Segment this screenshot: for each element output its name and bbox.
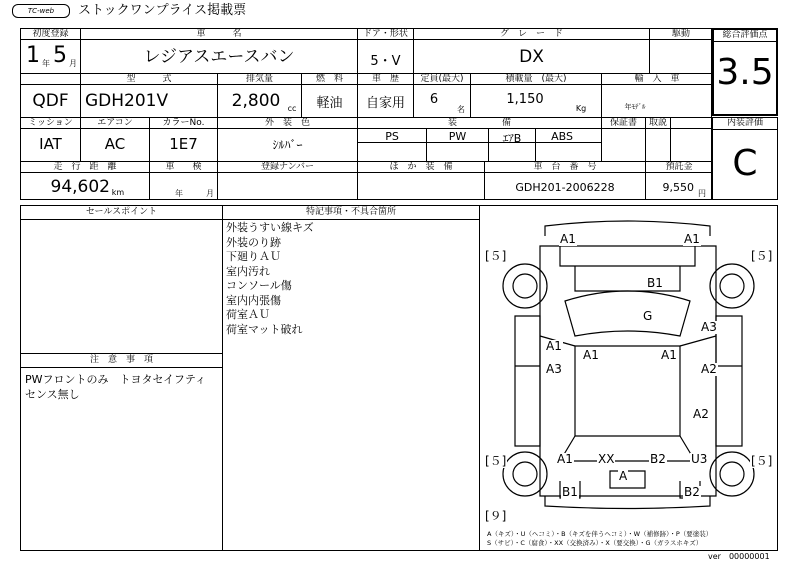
grade-header: グ レ ー ド xyxy=(499,29,563,39)
sales-point-header: セールスポイント xyxy=(85,207,158,217)
year-unit: 年 xyxy=(42,59,50,68)
car-damage-diagram xyxy=(480,206,777,526)
chassis-header: 車 台 番 号 xyxy=(533,162,597,172)
feature-item: 荷室ＡＵ xyxy=(226,308,270,321)
mark-front-bumper-right: A1 xyxy=(684,232,700,246)
car-name: レジアスエースバン xyxy=(143,47,295,67)
warranty-header: 保証書 xyxy=(609,118,637,128)
mark-windshield: G xyxy=(643,309,653,323)
door-type: 5・V xyxy=(370,54,401,69)
mileage: 94,602 xyxy=(50,177,110,197)
inspection-month-unit: 月 xyxy=(206,189,214,198)
mark-rear-bumper-center: A xyxy=(619,469,628,483)
equipment-header: 装 備 xyxy=(447,118,511,128)
other-equipment-header: ほ か 装 備 xyxy=(389,162,453,172)
overall-score-label: 総合評価点 xyxy=(722,30,768,40)
history: 自家用 xyxy=(365,96,405,111)
mark-rear-left: A1 xyxy=(557,452,573,466)
mark-rear-center-right: B2 xyxy=(650,452,666,466)
mark-pillar-left: A1 xyxy=(583,348,599,362)
inspection-year-unit: 年 xyxy=(175,189,183,198)
feature-item: 荷室マット破れ xyxy=(226,322,303,336)
mileage-unit: km xyxy=(111,188,125,197)
mark-front-bumper-left: A1 xyxy=(560,232,576,246)
price-unit: 円 xyxy=(698,189,706,198)
import-header: 輸 入 車 xyxy=(634,74,680,84)
color-no-header: カラーNo. xyxy=(162,118,205,128)
equipment-airbag: ｴｱB xyxy=(502,132,522,145)
aircon: AC xyxy=(104,135,126,153)
first-reg-year: 1 xyxy=(26,43,40,68)
fuel-header: 燃 料 xyxy=(315,74,343,84)
model-header: 型 式 xyxy=(126,74,172,84)
feature-item: 外装のり跡 xyxy=(226,235,281,249)
model: GDH201V xyxy=(85,91,169,111)
car-name-header: 車 名 xyxy=(196,29,242,39)
interior-score: C xyxy=(732,143,758,184)
first-reg-header: 初度登録 xyxy=(32,29,69,39)
feature-item: コンソール傷 xyxy=(226,279,292,292)
displacement-header: 排気量 xyxy=(245,74,273,84)
tire-right-top-label: [５] xyxy=(751,249,773,263)
drive-header: 駆動 xyxy=(671,29,690,39)
mark-rear-bumper-right: B2 xyxy=(684,485,700,499)
load-header: 積載量 (最大) xyxy=(505,74,567,84)
capacity-unit: 名 xyxy=(457,105,465,114)
mark-pillar-right: A1 xyxy=(661,348,677,362)
capacity-header: 定員(最大) xyxy=(420,74,464,84)
feature-item: 外装うすい線キズ xyxy=(226,221,314,234)
mission-header: ミッション xyxy=(28,118,73,128)
equipment-ps: PS xyxy=(385,130,399,143)
legend-line-2: S（サビ）・C（腐食）・XX（交換済み）・X（要交換）・G（ガラスホキズ） xyxy=(487,539,703,547)
mark-rear-door-right: A2 xyxy=(701,362,717,376)
chassis-number: GDH201-2006228 xyxy=(515,181,615,194)
displacement-unit: cc xyxy=(287,104,297,113)
capacity: 6 xyxy=(429,92,439,107)
mark-hood: B1 xyxy=(647,276,663,290)
color-no: 1E7 xyxy=(169,135,198,153)
inspection-header: 車 検 xyxy=(165,162,202,172)
exterior-header: 外 装 色 xyxy=(264,118,310,128)
feature-item: 下廻りＡＵ xyxy=(226,250,281,263)
fuel: 軽油 xyxy=(316,96,343,111)
equipment-abs: ABS xyxy=(551,130,573,143)
first-reg-month: 5 xyxy=(53,43,67,68)
version-label: ver 00000001 xyxy=(708,552,770,561)
aircon-header: エアコン xyxy=(97,118,133,128)
tire-left-top-label: [５] xyxy=(485,249,507,263)
page-title: ストックワンプライス掲載票 xyxy=(78,3,247,18)
mileage-header: 走 行 距 離 xyxy=(53,162,117,172)
feature-item: 室内汚れ xyxy=(226,264,270,278)
features-header: 特記事項・不具合箇所 xyxy=(305,207,396,217)
plate-header: 登録ナンバー xyxy=(261,162,314,172)
mark-front-door-right: A3 xyxy=(701,320,717,334)
notes-text: PWフロントのみ トヨタセイフティセンス無し xyxy=(25,373,206,401)
spare-tire-label: [９] xyxy=(485,509,507,523)
notes-header: 注 意 事 項 xyxy=(89,355,153,365)
deposit-price: 9,550 xyxy=(662,181,694,194)
mark-rear-bumper-left: B1 xyxy=(562,485,578,499)
history-header: 車 歴 xyxy=(371,74,399,84)
month-unit: 月 xyxy=(69,59,77,68)
tire-right-bottom-label: [５] xyxy=(751,454,773,468)
tcweb-logo: TC-web xyxy=(12,4,70,18)
legend-line-1: A（キズ）・U（ヘコミ）・B（キズを伴うヘコミ）・W（補修跡）・P（要塗装） xyxy=(487,530,713,538)
mark-front-door-left: A3 xyxy=(546,362,562,376)
overall-score: 3.5 xyxy=(716,52,774,93)
feature-item: 室内内張傷 xyxy=(226,293,281,307)
grade: DX xyxy=(519,47,544,67)
tire-left-bottom-label: [５] xyxy=(485,454,507,468)
manual-header: 取説 xyxy=(648,118,667,128)
equipment-pw: PW xyxy=(448,130,467,143)
door-header: ドア・形状 xyxy=(363,29,408,39)
model-year-label: 年ﾓﾃﾞﾙ xyxy=(624,103,646,111)
displacement: 2,800 xyxy=(231,91,281,111)
exterior-color: ｼﾙﾊﾞｰ xyxy=(272,138,303,152)
mark-rear-right: U3 xyxy=(691,452,708,466)
mark-rear-quarter-right: A2 xyxy=(693,407,709,421)
mission: IAT xyxy=(39,135,62,153)
mark-rear-center-left: XX xyxy=(598,452,615,466)
interior-score-label: 内装評価 xyxy=(726,118,763,128)
features-list xyxy=(226,221,476,337)
model-prefix: QDF xyxy=(32,91,69,111)
price-header: 預託金 xyxy=(665,162,693,172)
load-unit: Kg xyxy=(575,104,587,113)
load: 1,150 xyxy=(506,92,544,107)
mark-front-door-left-top: A1 xyxy=(546,339,562,353)
